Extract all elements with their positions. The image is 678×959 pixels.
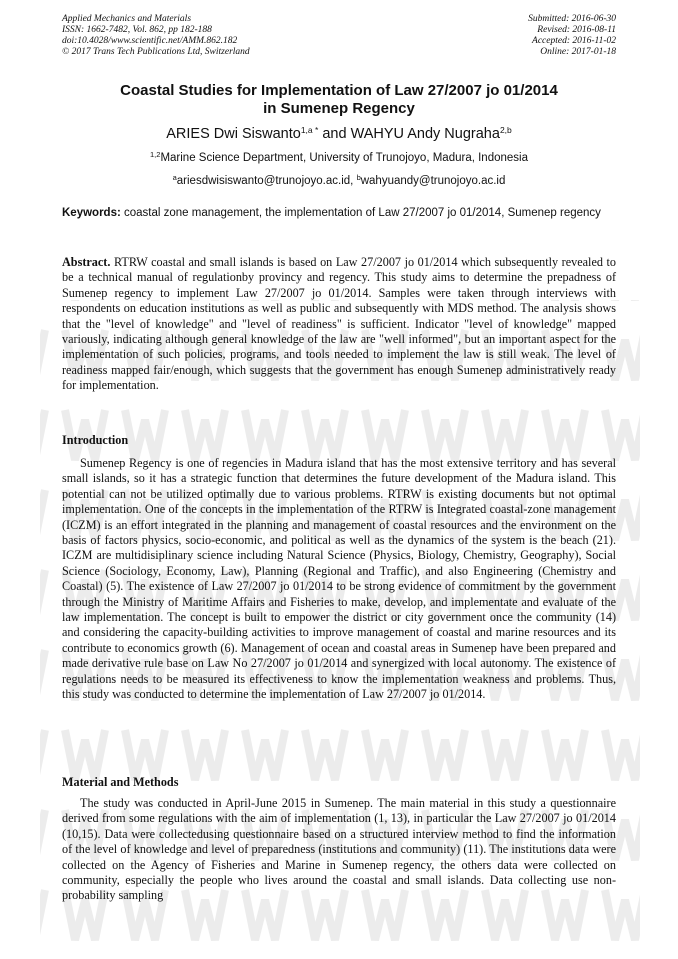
methods-paragraph: The study was conducted in April-June 2015 in Sumenep. The main material in this study a questionnaire derived from some regulations with the aim of implementation (1, 13), in particular the Law 27/2007 jo 01/2014 (10,15). Data were collectedusing questionnaire based on a structured interview method to find the information of the level of knowledge and level of preparedness (institutions and community) (11). The institutions data were collected on the Agency of Fisheries and Marine in Sumenep regency, the others data were collected on community, especially the people who lives around the coastal and small islands. Data collecting use non-probability sampling (62, 796, 616, 903)
abstract-label: Abstract. (62, 255, 111, 269)
author-line (62, 121, 616, 143)
date-revised: Revised: 2016-08-11 (537, 25, 616, 35)
author-and: and (318, 126, 351, 142)
date-online: Online: 2017-01-18 (540, 47, 616, 57)
journal-issn: ISSN: 1662-7482, Vol. 862, pp 182-188 (62, 25, 212, 35)
introduction-paragraph: Sumenep Regency is one of regencies in Madura island that has the most extensive territory and has several small islands, so it has a strategic function that determines the future development of the Madura island. This potential can not be utilized optimally due to various problems. RTRW is existing documents but not optimal implementation. One of the concepts in the implementation of the RTRW is Integrated coastal-zone management (ICZM) is an effort integrated in the planning and management of coastal resources and the environment on the basis of factors physics, socio-economic, and political as well as the dynamics of the system is the beach (21). ICZM are multidisiplinary science including Natural Science (Physics, Biology, Chemistry, Geography), Social Science (Sociology, Economy, Law), Planning (Regional and Traffic), and also Engineering (Chemistry and Coastal) (5). The existence of Law 27/2007 jo 01/2014 to be strong evidence of commitment by the government through the Ministry of Maritime Affairs and Fisheries to make, develop, and implementate and evaluate of the law implementation. The concept is built to empower the district or city government once the community (14) and considering the capacity-building activities to improve management of coastal and marine resources and its contribute to economics growth (6). Management of ocean and coastal areas in Sumenep have been prepared and made derivative rule base on Law No 27/2007 jo 01/2014 and synergized with local autonomy. The existence of regulations needs to be measured its effectiveness to know the implementation weakness and problems. Thus, this study was conducted to determine the implementation of Law 27/2007 jo 01/2014. (62, 456, 616, 702)
title-line-2: in Sumenep Regency (263, 100, 415, 117)
email-b: wahyuandy@trunojoyo.ac.id (360, 175, 506, 187)
affiliation-text: Marine Science Department, University of Trunojoyo, Madura, Indonesia (160, 152, 528, 164)
email-line (62, 171, 616, 188)
author-2-sup: 2,b (499, 125, 512, 135)
affiliation-sup: 1,2 (150, 150, 161, 159)
abstract (62, 255, 616, 394)
journal-name: Applied Mechanics and Materials (62, 14, 192, 24)
methods-heading: Material and Methods (62, 775, 179, 789)
submission-dates (528, 14, 616, 58)
author-1: ARIES Dwi Siswanto (166, 126, 301, 142)
affiliation (62, 148, 616, 165)
title-line-1: Coastal Studies for Implementation of Law 27/2007 jo 01/2014 (120, 82, 558, 99)
journal-doi: doi:10.4028/www.scientific.net/AMM.862.182 (62, 36, 238, 46)
email-a: ariesdwisiswanto@trunojoyo.ac.id, (176, 175, 357, 187)
email-a-sup: a (172, 173, 177, 182)
paper-title (62, 82, 616, 118)
email-b-sup: b (356, 173, 361, 182)
date-submitted: Submitted: 2016-06-30 (528, 14, 616, 24)
date-accepted: Accepted: 2016-11-02 (532, 36, 616, 46)
author-1-sup: 1,a * (300, 125, 319, 135)
abstract-text: RTRW coastal and small islands is based on Law 27/2007 jo 01/2014 which subsequently revealed to be a technical manual of regulationby provincy and regency. This study aims to determine the prepadness of Sumenep regency to implement Law 27/2007 jo 01/2014. Samples were taken through interviews with respondents on education institutions as well as public and subsequently with MDS method. The analysis shows that the "level of knowledge" and "level of readiness" is sufficient. Indicator "level of knowledge" mapped variously, indicating although general knowledge of the law are "well informed", but an important aspect for the implementation of such policies, programs, and tools needed to implement the law is still weak. The level of readiness mapped fair/enough, which suggests that the government has enough Sumenep administratively ready for implementation. (62, 255, 616, 393)
keywords (62, 206, 616, 221)
keywords-text: coastal zone management, the implementation of Law 27/2007 jo 01/2014, Sumenep regency (120, 207, 601, 219)
introduction-heading: Introduction (62, 433, 129, 447)
journal-copyright: © 2017 Trans Tech Publications Ltd, Switzerland (62, 47, 250, 57)
keywords-label: Keywords: (62, 207, 121, 219)
author-2: WAHYU Andy Nugraha (350, 126, 500, 142)
journal-info (62, 14, 250, 58)
